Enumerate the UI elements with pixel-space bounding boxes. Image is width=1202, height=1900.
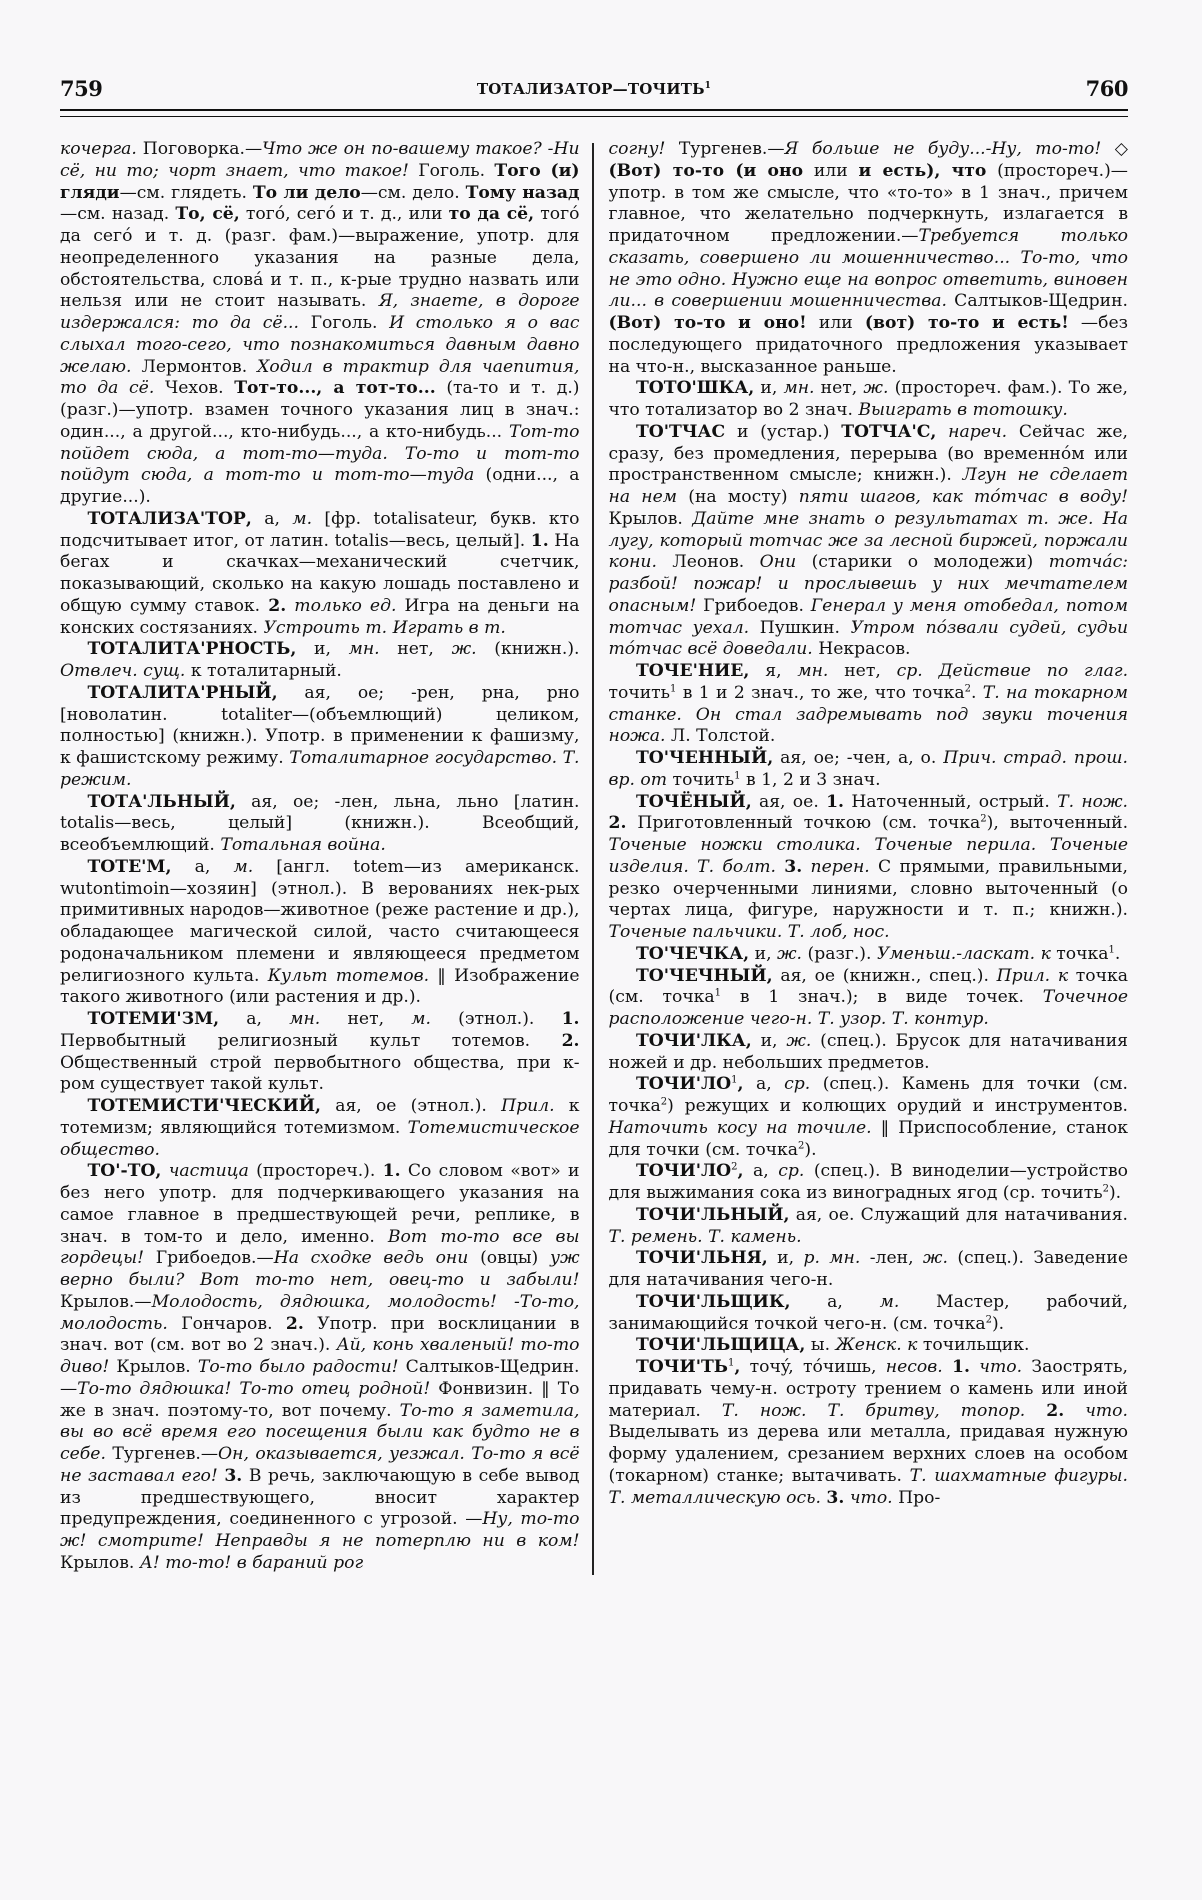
italic-text: несов. — [885, 1357, 943, 1377]
dictionary-entry — [60, 857, 580, 1009]
text: (простореч.). — [248, 1161, 383, 1182]
text: а, — [743, 1074, 785, 1095]
italic-text: м. — [292, 508, 313, 529]
italic-text: Утром пóзвали судей, судьи тóтчас всё доведали. — [608, 617, 1129, 660]
italic-text: И столько я о вас слыхал того-сего, что познакомиться давным давно желаю. — [60, 313, 580, 377]
italic-text: Ай, конь хваленый! то-то диво! — [60, 1335, 580, 1377]
bold-text: ТОЧИ'ЛЬЩИК, — [636, 1291, 791, 1312]
text: и, — [296, 639, 349, 660]
text: ‖ Изображение такого животного (или растения и др.). — [60, 965, 580, 1008]
italic-text: Молодость, дядюшка, молодость! -То-то, молодость. — [60, 1291, 580, 1334]
text: точка (см. точка — [608, 965, 1128, 1008]
bold-text: 1. — [530, 530, 549, 551]
text: [фр. totalisateur, букв. кто подсчитывает итог, от латин. totalis—весь, целый]. — [60, 508, 580, 551]
superscript: 2 — [660, 1096, 668, 1108]
superscript: 2 — [798, 1139, 805, 1151]
italic-text: Т. нож. Т. бритву, топор. — [721, 1400, 1026, 1421]
dictionary-entry — [609, 792, 1129, 944]
dictionary-entry — [609, 1161, 1129, 1205]
italic-text: р. мн. — [803, 1248, 861, 1269]
bold-text: ТОЧИ'ЛЬЩИЦА, — [636, 1335, 806, 1356]
page-number-right: 760 — [1085, 76, 1128, 101]
text — [161, 1161, 168, 1181]
bold-text: ТО'ЧЕЧНЫЙ, — [636, 965, 773, 986]
text: точка — [1050, 943, 1109, 964]
bold-text: 2. — [561, 1030, 580, 1051]
text: а, — [790, 1291, 880, 1312]
italic-text: Устроить т. Играть в т. — [263, 617, 506, 638]
text: С прямыми, правильными, резко очерченными линиями, словно выточенный (о чертах лица, фигуре, наружности и т. п.; книжн.). — [608, 856, 1129, 921]
text: Пушкин. — [749, 617, 851, 638]
italic-text: Тотальная война. — [220, 835, 386, 855]
italic-text: ж. — [863, 378, 889, 399]
bold-text: ТОТЧА'С, — [841, 421, 937, 442]
italic-text: перен. — [810, 856, 870, 877]
text — [970, 1357, 979, 1377]
columns — [60, 139, 1128, 1575]
bold-text: ТОЧЕ'НИЕ, — [636, 661, 750, 681]
italic-text: Дайте мне знать о результатах т. же. На лугу, который тотчас же за лесной биржей, поржали кони. — [608, 508, 1129, 573]
italic-text: что. — [849, 1487, 893, 1508]
text: ). — [991, 1313, 1005, 1334]
italic-text: уж верно были? Вот то-то нет, овец-то и забыли! — [60, 1248, 580, 1290]
dictionary-entry — [60, 683, 580, 792]
italic-text: То-то было радости! — [197, 1357, 399, 1377]
italic-text: Тот-то пойдет сюда, а тот-то—туда. То-то и тот-то пойдут сюда, а тот-то и тот-то—туда — [60, 421, 580, 486]
text: точить — [667, 769, 735, 790]
column-divider — [592, 143, 594, 1575]
bold-text: ТОЧИ'ЛКА, — [636, 1030, 752, 1051]
italic-text: То-то я заметила, вы во всё время его посещения были как будто не в себе. — [60, 1400, 580, 1464]
italic-text: Т. шахматные фигуры. Т. металлическую ось. — [608, 1465, 1129, 1508]
page-number-left: 759 — [60, 76, 103, 101]
italic-text: мн. — [797, 661, 829, 681]
italic-text: Он, оказывается, уезжал. То-то я всё не заставал его! — [60, 1444, 580, 1486]
text: Фонвизин. ‖ То же в знач. поэтому-то, вот почему. — [60, 1378, 580, 1421]
superscript: 1 — [727, 1357, 735, 1369]
text: нет, — [320, 1009, 412, 1029]
text: Выделывать из дерева или металла, придавая нужную форму удалением, срезанием верхних слоев на особом (токарном) станке; вытачивать. — [608, 1422, 1129, 1486]
dictionary-entry — [609, 422, 1129, 661]
italic-text: На сходке ведь они — [273, 1248, 469, 1269]
bold-text: ТОТО'ШКА, — [636, 378, 755, 399]
italic-text: Т. на токарном станке. Он стал задремывать под звуки точения ножа. — [608, 682, 1129, 747]
dictionary-page — [60, 76, 1128, 1575]
superscript: 2 — [964, 683, 971, 695]
superscript: 1 — [734, 770, 741, 782]
italic-text: согну! — [608, 139, 666, 159]
headword-range — [60, 80, 1128, 98]
text: —без последующего придаточного предложения указывает на что-н., высказанное раньше. — [608, 313, 1129, 377]
text: ◇ — [1101, 139, 1129, 159]
text: Приготовленный точкою (см. точка — [626, 813, 981, 834]
text: Салтыков-Щедрин.— — [60, 1357, 580, 1399]
bold-text: ТОТА'ЛЬНЫЙ, — [87, 791, 236, 812]
text: а, — [251, 508, 293, 529]
italic-text: Женск. к — [835, 1335, 918, 1356]
bold-text: ТОЧИ'ЛО — [636, 1161, 732, 1182]
superscript: 1 — [670, 683, 677, 695]
text: ‖ Приспособление, станок для точки (см. точка — [608, 1117, 1129, 1160]
italic-text: мн. — [348, 639, 380, 660]
text: ая, ое. — [751, 791, 827, 812]
text: (старики о молодежи) — [796, 552, 1049, 573]
text: или — [806, 313, 865, 333]
entry-continuation — [609, 139, 1129, 378]
bold-text: и есть), что — [858, 160, 987, 181]
text: Салтыков-Щедрин. — [946, 291, 1128, 312]
dictionary-entry — [60, 1096, 580, 1161]
italic-text: Я, знаете, в дороге издержался: то да сё... — [60, 291, 580, 333]
dictionary-entry — [60, 639, 580, 683]
bold-text: (вот) то-то и есть! — [864, 313, 1069, 333]
italic-text: ср. — [778, 1161, 805, 1182]
dictionary-entry — [609, 1205, 1129, 1249]
text: Игра на деньги на конских состязаниях. — [60, 595, 580, 638]
dictionary-entry — [609, 1248, 1129, 1292]
italic-text: ж. — [451, 639, 477, 660]
bold-text: (Вот) то-то (и оно — [608, 160, 804, 181]
italic-text: Уменьш.-ласкат. к — [876, 943, 1051, 964]
italic-text: ср. Действие по глаг. — [896, 661, 1129, 681]
text: Гоголь. — [408, 160, 495, 181]
text: я, — [749, 661, 798, 681]
text: тогó да сегó и т. д. (разг. фам.)—выражение, употр. для неопределенного указания на разные дела, обстоятельства, словá и т. п., к-рые трудно назвать или нельзя или не стоит называть. — [60, 204, 580, 312]
bold-text: ТОЧЁНЫЙ, — [636, 791, 752, 812]
superscript: 1 — [731, 1074, 738, 1086]
text: Сейчас же, сразу, без промедления, перерыва (во временнóм или пространственном смысле; книжн.). — [608, 421, 1129, 486]
bold-text: ТОЧИ'ЛЬНЯ, — [636, 1248, 768, 1269]
bold-text: 3. — [826, 1487, 845, 1508]
text: (спец.). Камень для точки (см. точка — [608, 1074, 1129, 1116]
italic-text: нареч. — [948, 421, 1008, 442]
text: (на мосту) — [677, 487, 799, 507]
text: и, — [749, 943, 778, 964]
italic-text: Т. нож. — [1057, 791, 1128, 812]
text — [1025, 1401, 1046, 1421]
bold-text: , — [734, 1357, 741, 1377]
text: Чехов. — [154, 378, 235, 399]
italic-text: Выиграть в тотошку. — [858, 400, 1068, 420]
italic-text: Я больше не буду...-Ну, то-то! — [784, 139, 1102, 159]
bold-text: ТОЧИ'ЛЬНЫЙ, — [636, 1204, 790, 1225]
dictionary-entry — [609, 966, 1129, 1031]
text: и (устар.) — [725, 421, 842, 442]
dictionary-entry — [60, 1161, 580, 1574]
bold-text: ТОЧИ'ЛО — [636, 1074, 732, 1095]
dictionary-entry — [609, 1292, 1129, 1336]
bold-text: , — [737, 1161, 744, 1182]
italic-text: Культ тотемов. — [267, 965, 430, 986]
superscript: 2 — [1102, 1183, 1109, 1195]
bold-text: 1. — [826, 791, 845, 812]
bold-text: То ли дело — [252, 182, 361, 203]
column-left — [60, 139, 580, 1575]
text: и, — [767, 1248, 804, 1269]
text: в 1 и 2 знач., то же, что точка — [676, 682, 965, 703]
running-head — [60, 76, 1128, 106]
dictionary-entry — [60, 509, 580, 640]
text: (овцы) — [468, 1248, 550, 1269]
italic-text: Точеные ножки столика. Точеные перила. Точеные изделия. Т. болт. — [608, 835, 1129, 877]
dictionary-entry — [609, 1357, 1129, 1509]
text: нет, — [814, 378, 864, 399]
dictionary-entry — [609, 1031, 1129, 1075]
italic-text: Прил. к — [996, 965, 1069, 986]
italic-text: что. — [979, 1357, 1023, 1377]
text: точильщик. — [917, 1335, 1030, 1356]
text: Л. Толстой. — [665, 726, 776, 747]
dictionary-entry — [609, 1074, 1129, 1161]
text: Гончаров. — [167, 1313, 286, 1334]
text — [936, 422, 948, 442]
text: -лен, — [860, 1248, 923, 1269]
italic-text: мн. — [783, 378, 815, 399]
text: Про- — [892, 1487, 941, 1508]
text: В речь, заключающую в себе вывод из предшествующего, вносит характер предупреждения, соединенного с угрозой. — — [60, 1465, 580, 1530]
bold-text: ТО'ТЧАС — [636, 421, 726, 442]
text: ) режущих и колющих орудий и инструментов. — [667, 1096, 1129, 1116]
bold-text: ТО'ЧЕЧКА, — [636, 943, 750, 964]
dictionary-entry — [60, 1009, 580, 1096]
text: ). — [804, 1139, 817, 1160]
superscript: 2 — [985, 1313, 992, 1325]
italic-text: м. — [411, 1009, 431, 1029]
bold-text: ТОТЕМИ'ЗМ, — [87, 1009, 220, 1029]
italic-text: Требуется только сказать, совершено ли мошенничество... То-то, что не это одно. Нужно еще на вопрос ответить, виновен ли... в совершении мошенничества. — [608, 226, 1129, 312]
text: ая, ое; -лен, льна, льно [латин. totalis—весь, целый] (книжн.). Всеобщий, всеобъемлющий. — [60, 791, 580, 855]
text: ая, ое. Служащий для натачивания. — [789, 1204, 1129, 1225]
text: Крылов. — [109, 1357, 198, 1377]
bold-text: ТОТЕМИСТИ'ЧЕСКИЙ, — [87, 1096, 321, 1116]
text: к тоталитарный. — [185, 661, 342, 681]
text: —см. дело. — [360, 182, 466, 203]
header-rule — [60, 109, 1128, 117]
text: . — [970, 682, 977, 703]
text — [802, 857, 810, 877]
italic-text: Отвлеч. сущ. — [60, 661, 186, 681]
text: Мастер, рабочий, занимающийся точкой чего-н. (см. точка — [608, 1291, 1129, 1334]
bold-text: То, сё, — [175, 204, 240, 225]
italic-text: Ну, то-то ж! смотрите! Неправды я не потерплю ни в ком! — [60, 1509, 580, 1551]
text: ая, ое; -чен, а, о. — [773, 748, 944, 768]
text: ая, ое; -рен, рна, рно [новолатин. totaliter—(объемлющий) целиком, полностью] (книжн.). Употр. в применении к фашизму, к фашистскому режиму. — [60, 682, 580, 768]
text: Тургенев.— — [665, 139, 785, 159]
text: Употр. при восклицании в знач. вот (см. вот во 2 знач.). — [60, 1313, 580, 1356]
italic-text: Что же он по-вашему такое? -Ни сё, ни то; чорт знает, что такое! — [60, 139, 580, 181]
bold-text: 2. — [608, 813, 627, 834]
text: (простореч. фам.). То же, что тотализатор во 2 знач. — [608, 378, 1129, 420]
italic-text: Тотемистическое общество. — [60, 1117, 580, 1160]
text: Грибоедов.— — [144, 1248, 274, 1269]
text: Грибоедов. — [696, 595, 811, 616]
italic-text: Наточить косу на точиле. — [608, 1117, 872, 1138]
bold-text: 1. — [382, 1161, 401, 1182]
superscript: 1 — [714, 987, 722, 999]
bold-text: 1. — [952, 1357, 970, 1377]
bold-text: 2. — [1046, 1400, 1065, 1421]
text — [1064, 1401, 1085, 1421]
italic-text: Вот то-то все вы гордецы! — [60, 1226, 580, 1269]
text: Крылов.— — [60, 1291, 152, 1312]
italic-text: пяти шагов, как тóтчас в воду! — [798, 487, 1129, 507]
bold-text: (Вот) то-то и оно! — [608, 313, 807, 333]
text: . — [1114, 943, 1121, 964]
italic-text: мн. — [289, 1009, 321, 1029]
text: а, — [743, 1161, 779, 1182]
text: в 1 знач.); в виде точек. — [721, 987, 1043, 1008]
text: Некрасов. — [812, 639, 911, 660]
text: нет, — [828, 661, 897, 681]
text: а, — [219, 1009, 290, 1029]
text: и, — [751, 1030, 787, 1051]
text: точить — [608, 682, 671, 703]
text: (книжн.). — [476, 639, 580, 660]
italic-text: Они — [759, 552, 797, 573]
italic-text: ж. — [777, 943, 803, 964]
text: (спец.). Брусок для натачивания ножей и др. небольших предметов. — [608, 1030, 1129, 1073]
italic-text: ж. — [922, 1248, 948, 1269]
bold-text: ТО'-ТО, — [87, 1161, 162, 1182]
text: Первобытный религиозный культ тотемов. — [60, 1030, 562, 1051]
text: Тургенев.— — [105, 1444, 219, 1464]
bold-text: ТОТАЛИЗА'ТОР, — [87, 508, 252, 529]
text: Со словом «вот» и без него употр. для подчеркивающего указания на самое главное в предшествующей речи, реплике, в знач. в том-то и дело, именно. — [60, 1161, 580, 1247]
italic-text: Т. ремень. Т. камень. — [608, 1226, 802, 1247]
italic-text: Ходил в трактир для чаепития, то да сё. — [60, 356, 580, 399]
text: (этнол.). — [430, 1009, 562, 1029]
superscript: 2 — [731, 1161, 738, 1173]
text: Крылов. — [60, 1552, 140, 1573]
text: Наточенный, острый. — [844, 791, 1058, 812]
text: —см. назад. — [60, 204, 176, 225]
bold-text: 2. — [268, 595, 287, 616]
bold-text: ТОТЕ'М, — [87, 856, 172, 877]
text — [943, 1357, 952, 1377]
bold-text: Того (и) гляди — [60, 160, 580, 203]
text: На бегах и скачках—механический счетчик, показывающий, сколько на какую лошадь поставлено и общую сумму ставок. — [60, 530, 580, 616]
text: Леонов. — [656, 552, 760, 573]
text: Заострять, придавать чему-н. остроту трением о камень или иной материал. — [608, 1357, 1129, 1421]
text: ), выточенный. — [986, 813, 1129, 834]
italic-text: только ед. — [294, 595, 397, 616]
text: Гоголь. — [298, 313, 390, 333]
italic-text: м. — [879, 1291, 900, 1312]
text: Лермонтов. — [131, 356, 258, 377]
column-right — [609, 139, 1129, 1575]
text: а, — [171, 856, 234, 877]
bold-text: Тот-то..., а тот-то... — [234, 378, 436, 399]
italic-text: Прич. страд. прош. вр. от — [608, 748, 1129, 790]
text: Общественный строй первобытного общества, при к-ром существует такой культ. — [60, 1052, 580, 1095]
italic-text: тотчáс: разбой! пожар! и прослывешь у них мечтателем опасным! — [608, 552, 1129, 616]
bold-text: ТОТАЛИТА'РНЫЙ, — [87, 682, 278, 703]
italic-text: ж. — [786, 1030, 812, 1051]
text: и, — [754, 378, 784, 399]
bold-text: ТОЧИ'ТЬ — [636, 1357, 728, 1377]
italic-text: кочерга. — [60, 139, 137, 159]
text: точý, тóчишь, — [740, 1357, 886, 1377]
italic-text: Тоталитарное государство. Т. режим. — [60, 748, 580, 790]
text: (та-то и т. д.) (разг.)—употр. взамен точного указания лиц в знач.: один..., а другой..., кто-нибудь..., а кто-нибудь... — [60, 378, 580, 442]
bold-text: то да сё, — [448, 204, 535, 225]
superscript: 1 — [1108, 944, 1115, 956]
text: Поговорка.— — [136, 139, 263, 159]
italic-text: Точеные пальчики. Т. лоб, нос. — [608, 922, 890, 942]
italic-text: Лгун не сделает на нем — [608, 465, 1129, 507]
italic-text: А! то-то! в бараний рог — [139, 1552, 364, 1573]
dictionary-entry — [60, 792, 580, 857]
italic-text: То-то дядюшка! То-то отец родной! — [77, 1378, 431, 1399]
text: (спец.). Заведение для натачивания чего-н. — [608, 1248, 1128, 1290]
text: (одни..., а другие...). — [60, 465, 580, 507]
text: ы. — [805, 1335, 836, 1356]
bold-text: 3. — [784, 856, 803, 877]
text: ая, ое (этнол.). — [320, 1096, 502, 1116]
text: Крылов. — [608, 508, 693, 529]
headword-range-sup: 1 — [704, 81, 712, 91]
dictionary-entry — [609, 661, 1129, 748]
italic-text: что. — [1085, 1400, 1128, 1421]
bold-text: ТО'ЧЕННЫЙ, — [636, 748, 774, 768]
text: ). — [1108, 1183, 1122, 1203]
text: тогó, сегó и т. д., или — [239, 204, 449, 225]
bold-text: 1. — [561, 1009, 580, 1029]
bold-text: , — [737, 1074, 744, 1095]
superscript: 2 — [980, 813, 987, 825]
italic-text: м. — [233, 856, 254, 877]
bold-text: Тому назад — [465, 182, 580, 203]
text: в 1, 2 и 3 знач. — [740, 769, 881, 790]
italic-text: ср. — [784, 1074, 811, 1095]
text: —см. глядеть. — [119, 182, 253, 203]
text: (разг.). — [802, 943, 877, 964]
text: нет, — [379, 639, 452, 660]
dictionary-entry — [609, 748, 1129, 792]
dictionary-entry — [609, 944, 1129, 966]
bold-text: 3. — [224, 1465, 243, 1486]
headword-range-text: ТОТАЛИЗАТОР—ТОЧИТЬ — [476, 80, 705, 98]
text: (простореч.)—употр. в том же смысле, что «то-то» в 1 знач., причем главное, что желательно подчеркнуть, излагается в придаточном предложении.— — [608, 160, 1129, 246]
bold-text: ТОТАЛИТА'РНОСТЬ, — [87, 639, 297, 660]
dictionary-entry — [609, 378, 1129, 422]
text: [англ. totem—из американск. wutontimoin—хозяин] (этнол.). В верованиях нек-рых примитивных народов—животное (реже растение и др.), обладающее магической силой, часто считающееся родоначальником племени и являющееся предметом религиозного культа. — [60, 856, 580, 986]
italic-text: Генерал у меня отобедал, потом тотчас уехал. — [608, 595, 1129, 638]
text: (спец.). В виноделии—устройство для выжимания сока из виноградных ягод (ср. точить — [608, 1161, 1129, 1203]
text: ая, ое (книжн., спец.). — [772, 965, 997, 986]
italic-text: частица — [168, 1161, 249, 1182]
entry-continuation — [60, 139, 580, 509]
italic-text: Прил. — [501, 1096, 555, 1116]
text: к тотемизм; являющийся тотемизмом. — [60, 1096, 580, 1138]
italic-text: Точечное расположение чего-н. Т. узор. Т. контур. — [608, 987, 1129, 1029]
text: или — [803, 160, 859, 181]
dictionary-entry — [609, 1335, 1129, 1357]
bold-text: 2. — [285, 1313, 304, 1334]
